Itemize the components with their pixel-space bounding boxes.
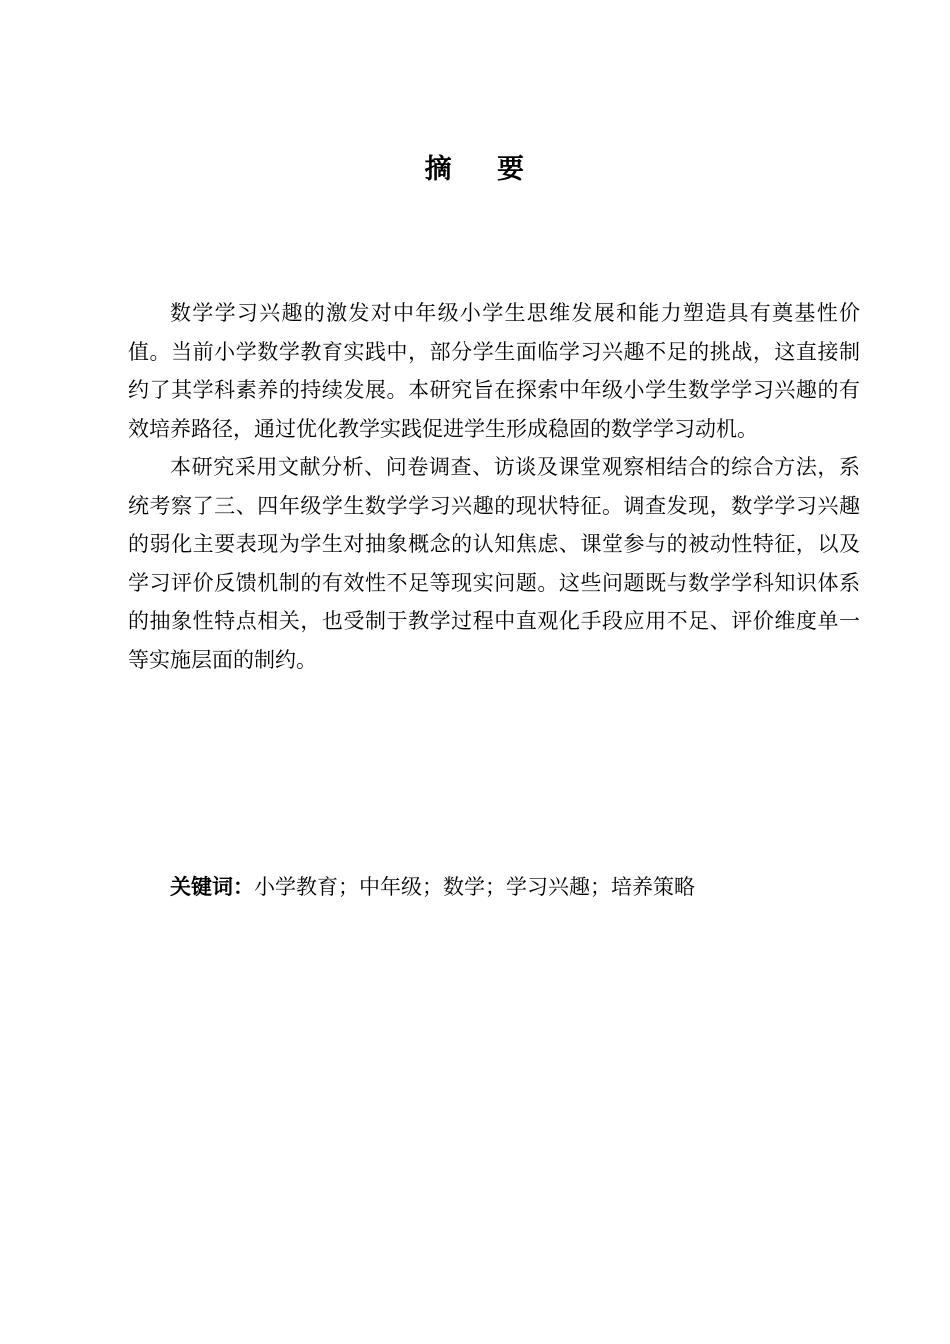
keywords-line <box>128 868 860 907</box>
abstract-paragraph-1: 数学学习兴趣的激发对中年级小学生思维发展和能力塑造具有奠基性价值。当前小学数学教育实践中，部分学生面临学习兴趣不足的挑战，这直接制约了其学科素养的持续发展。本研究旨在探索中年级小学生数学学习兴趣的有效培养路径，通过优化教学实践促进学生形成稳固的数学学习动机。 <box>128 301 860 441</box>
abstract-title <box>0 152 950 188</box>
abstract-paragraph-2: 本研究采用文献分析、问卷调查、访谈及课堂观察相结合的综合方法，系统考察了三、四年级学生数学学习兴趣的现状特征。调查发现，数学学习兴趣的弱化主要表现为学生对抽象概念的认知焦虑、课堂参与的被动性特征，以及学习评价反馈机制的有效性不足等现实问题。这些问题既与数学学科知识体系的抽象性特点相关，也受制于教学过程中直观化手段应用不足、评价维度单一等实施层面的制约。 <box>128 455 860 672</box>
title-char-2: 要 <box>497 154 526 185</box>
keywords-text: 小学教育；中年级；数学；学习兴趣；培养策略 <box>254 875 695 899</box>
keywords-label: 关键词： <box>170 875 254 899</box>
title-char-1: 摘 <box>424 154 453 185</box>
abstract-body <box>128 294 860 679</box>
